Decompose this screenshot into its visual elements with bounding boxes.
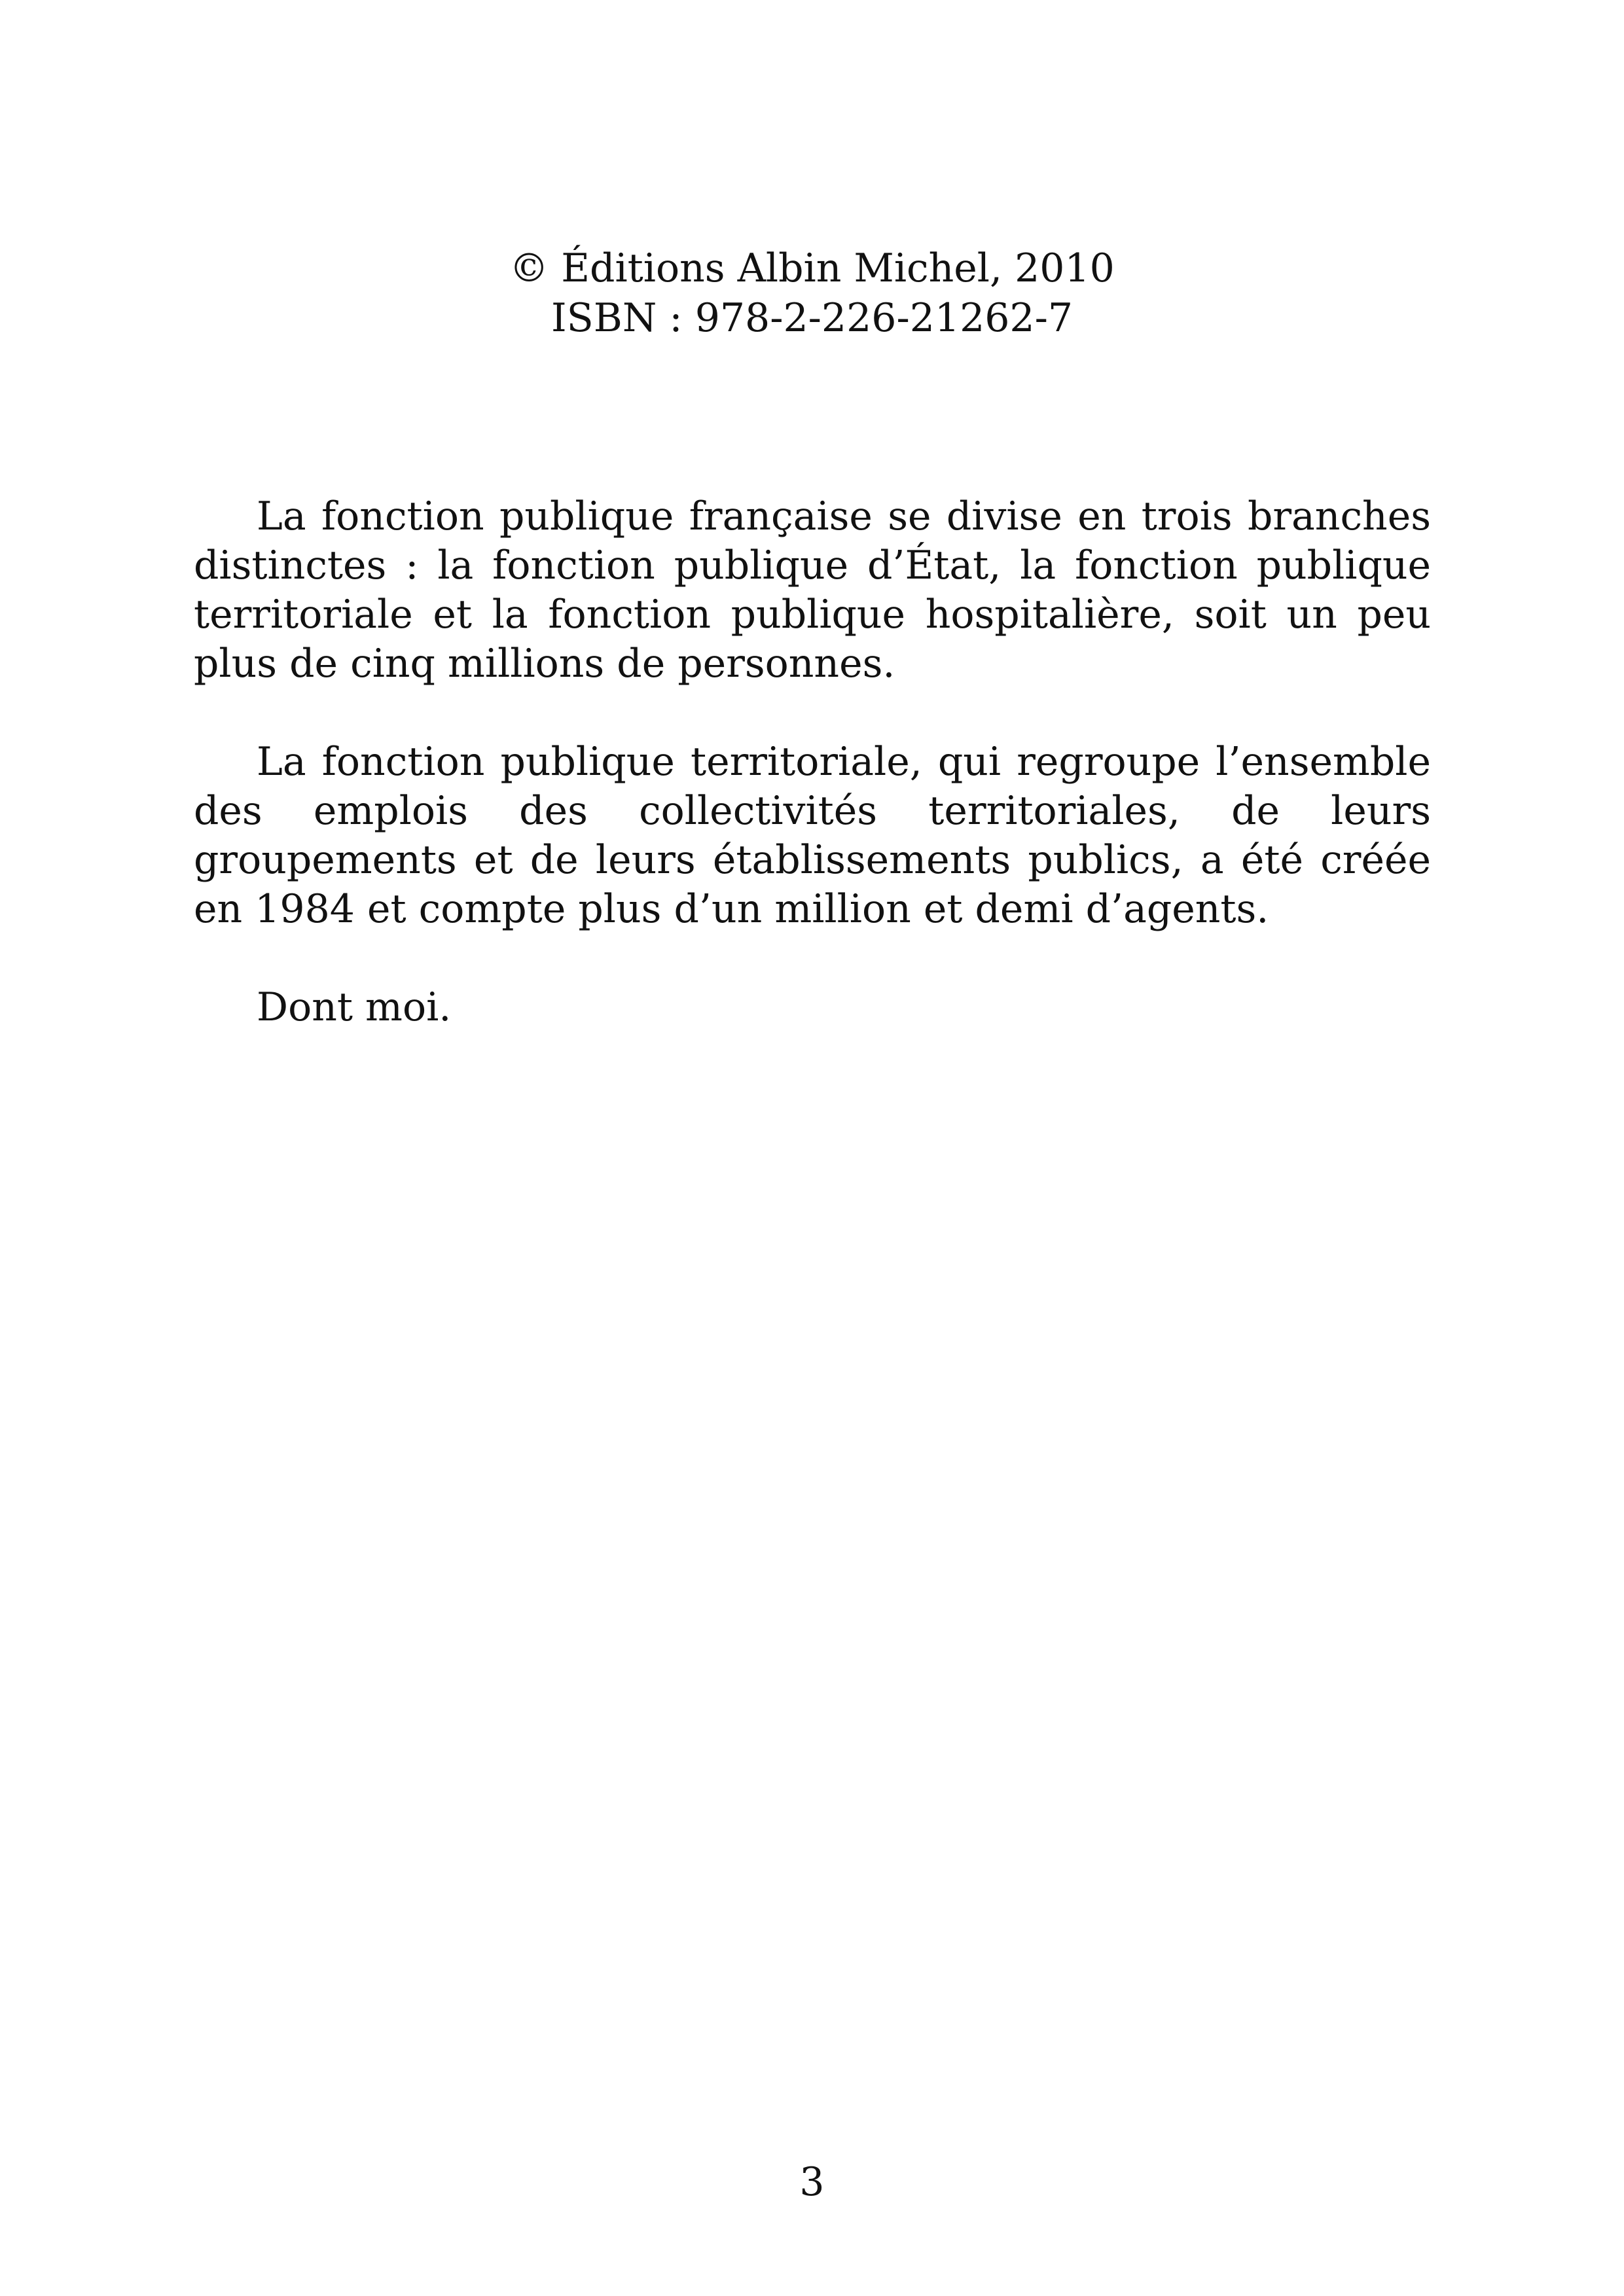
body-text — [194, 492, 1431, 1081]
copyright-block — [0, 243, 1624, 343]
page-number: 3 — [799, 2159, 825, 2205]
paragraph: Dont moi. — [257, 984, 452, 1030]
copyright-line: © Éditions Albin Michel, 2010 — [509, 245, 1115, 291]
paragraph: La fonction publique territoriale, qui regroupe l’ensemble des emplois des collectivités territoriales, de leurs groupements et de leurs établissements publics, a été créée en 1984 et compte plus d’un million et demi d’agents. — [194, 739, 1431, 932]
isbn-line: ISBN : 978-2-226-21262-7 — [550, 295, 1074, 341]
paragraph: La fonction publique française se divise en trois branches distinctes : la fonction publique d’État, la fonction publique territoriale et la fonction publique hospitalière, soit un peu plus de cinq millions de personnes. — [194, 493, 1431, 687]
